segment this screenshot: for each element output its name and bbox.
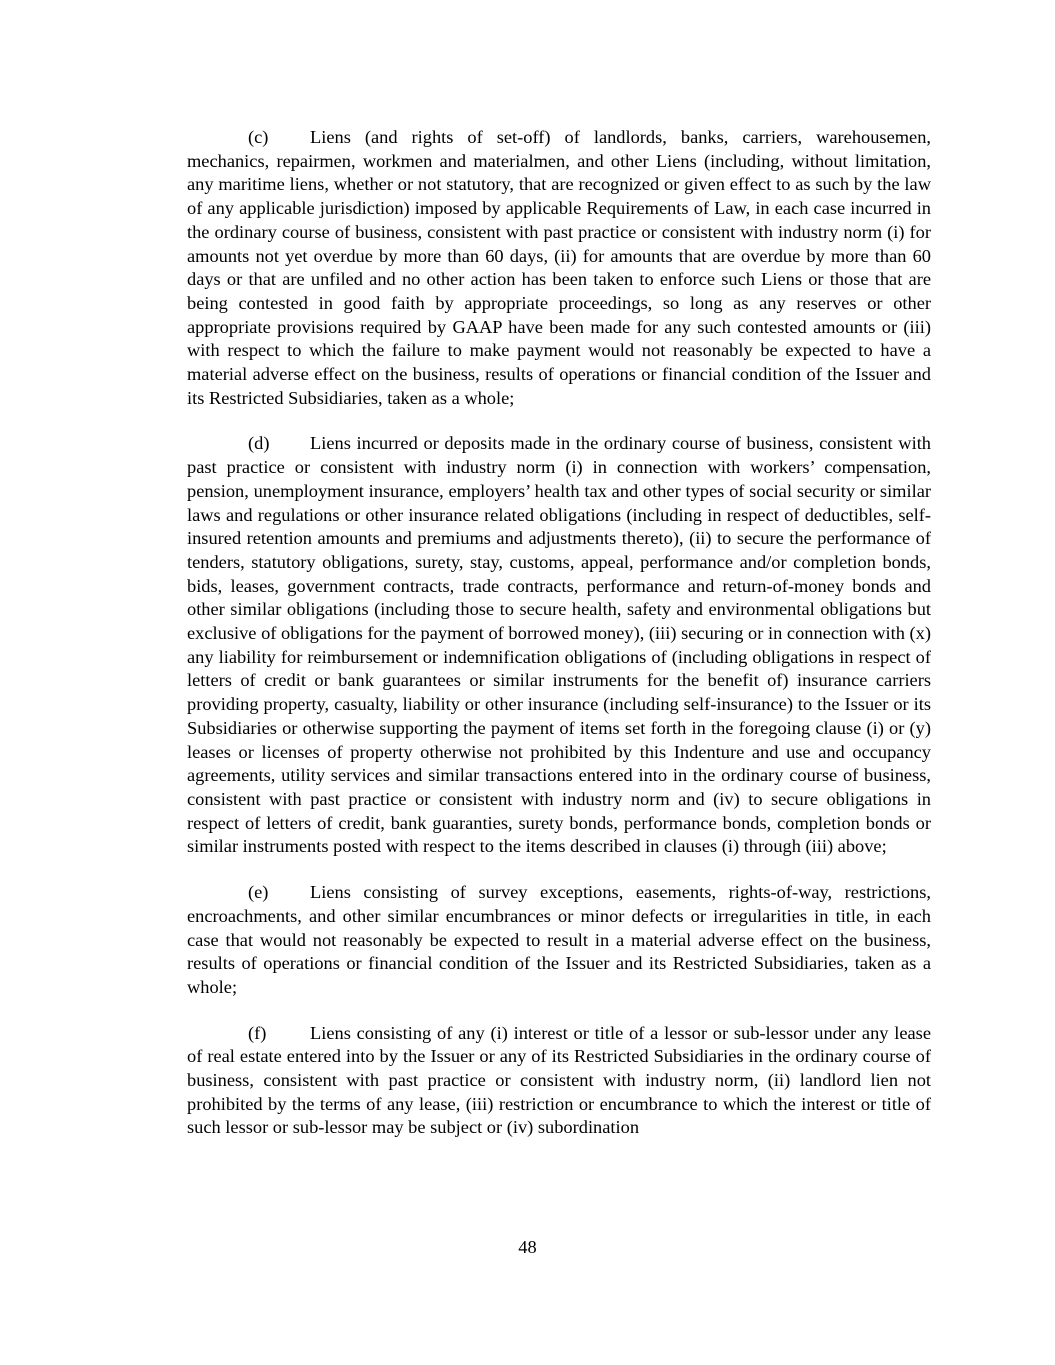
clause-label: (d) bbox=[248, 433, 270, 454]
clause-label: (f) bbox=[248, 1022, 267, 1043]
clause-text: Liens consisting of any (i) interest or title of a lessor or sub-lessor under any lease of real estate entered into by the Issuer or any of its Restricted Subsidiaries in the ordinary course of business, consistent with past practice or consistent with industry norm, (ii) landlord lien not prohibited by the terms of any lease, (iii) restriction or encumbrance to which the interest or title of such lessor or sub-lessor may be subject or (iv) subordination bbox=[187, 1022, 931, 1138]
page-number: 48 bbox=[518, 1237, 537, 1257]
clause-text: Liens (and rights of set-off) of landlords, banks, carriers, warehousemen, mechanics, repairmen, workmen and materialmen, and other Liens (including, without limitation, any maritime liens, whether or not statutory, that are recognized or given effect to as such by the law of any applicable jurisdiction) imposed by applicable Requirements of Law, in each case incurred in the ordinary course of business, consistent with past practice or consistent with industry norm (i) for amounts not yet overdue by more than 60 days, (ii) for amounts that are overdue by more than 60 days or that are unfiled and no other action has been taken to enforce such Liens or those that are being contested in good faith by appropriate proceedings, so long as any reserves or other appropriate provisions required by GAAP have been made for any such contested amounts or (iii) with respect to which the failure to make payment would not reasonably be expected to have a material adverse effect on the business, results of operations or financial condition of the Issuer and its Restricted Subsidiaries, taken as a whole; bbox=[187, 127, 931, 408]
clause-f bbox=[187, 1022, 931, 1141]
clause-d bbox=[187, 432, 931, 859]
clause-label: (c) bbox=[248, 127, 269, 147]
clause-text: Liens consisting of survey exceptions, easements, rights-of-way, restrictions, encroachments, and other similar encumbrances or minor defects or irregularities in title, in each case that would not reasonably be expected to result in a material adverse effect on the business, results of operations or financial condition of the Issuer and its Restricted Subsidiaries, taken as a whole; bbox=[187, 882, 931, 997]
clause-e bbox=[187, 881, 931, 1000]
document-body bbox=[187, 126, 931, 1162]
clause-c bbox=[187, 126, 931, 410]
clause-label: (e) bbox=[248, 882, 269, 903]
clause-text: Liens incurred or deposits made in the ordinary course of business, consistent with past practice or consistent with industry norm (i) in connection with workers’ compensation, pension, unemployment insurance, employers’ health tax and other types of social security or similar laws and regulations or other insurance related obligations (including in respect of deductibles, self-insured retention amounts and premiums and adjustments thereto), (ii) to secure the performance of tenders, statutory obligations, surety, stay, customs, appeal, performance and/or completion bonds, bids, leases, government contracts, trade contracts, performance and return-of-money bonds and other similar obligations (including those to secure health, safety and environmental obligations but exclusive of obligations for the payment of borrowed money), (iii) securing or in connection with (x) any liability for reimbursement or indemnification obligations of (including obligations in respect of letters of credit or bank guarantees or similar instruments for the benefit of) insurance carriers providing property, casualty, liability or other insurance (including self-insurance) to the Issuer or its Subsidiaries or otherwise supporting the payment of items set forth in the foregoing clause (i) or (y) leases or licenses of property otherwise not prohibited by this Indenture and use and occupancy agreements, utility services and similar transactions entered into in the ordinary course of business, consistent with past practice or consistent with industry norm and (iv) to secure obligations in respect of letters of credit, bank guaranties, surety bonds, performance bonds, completion bonds or similar instruments posted with respect to the items described in clauses (i) through (iii) above; bbox=[187, 433, 931, 857]
